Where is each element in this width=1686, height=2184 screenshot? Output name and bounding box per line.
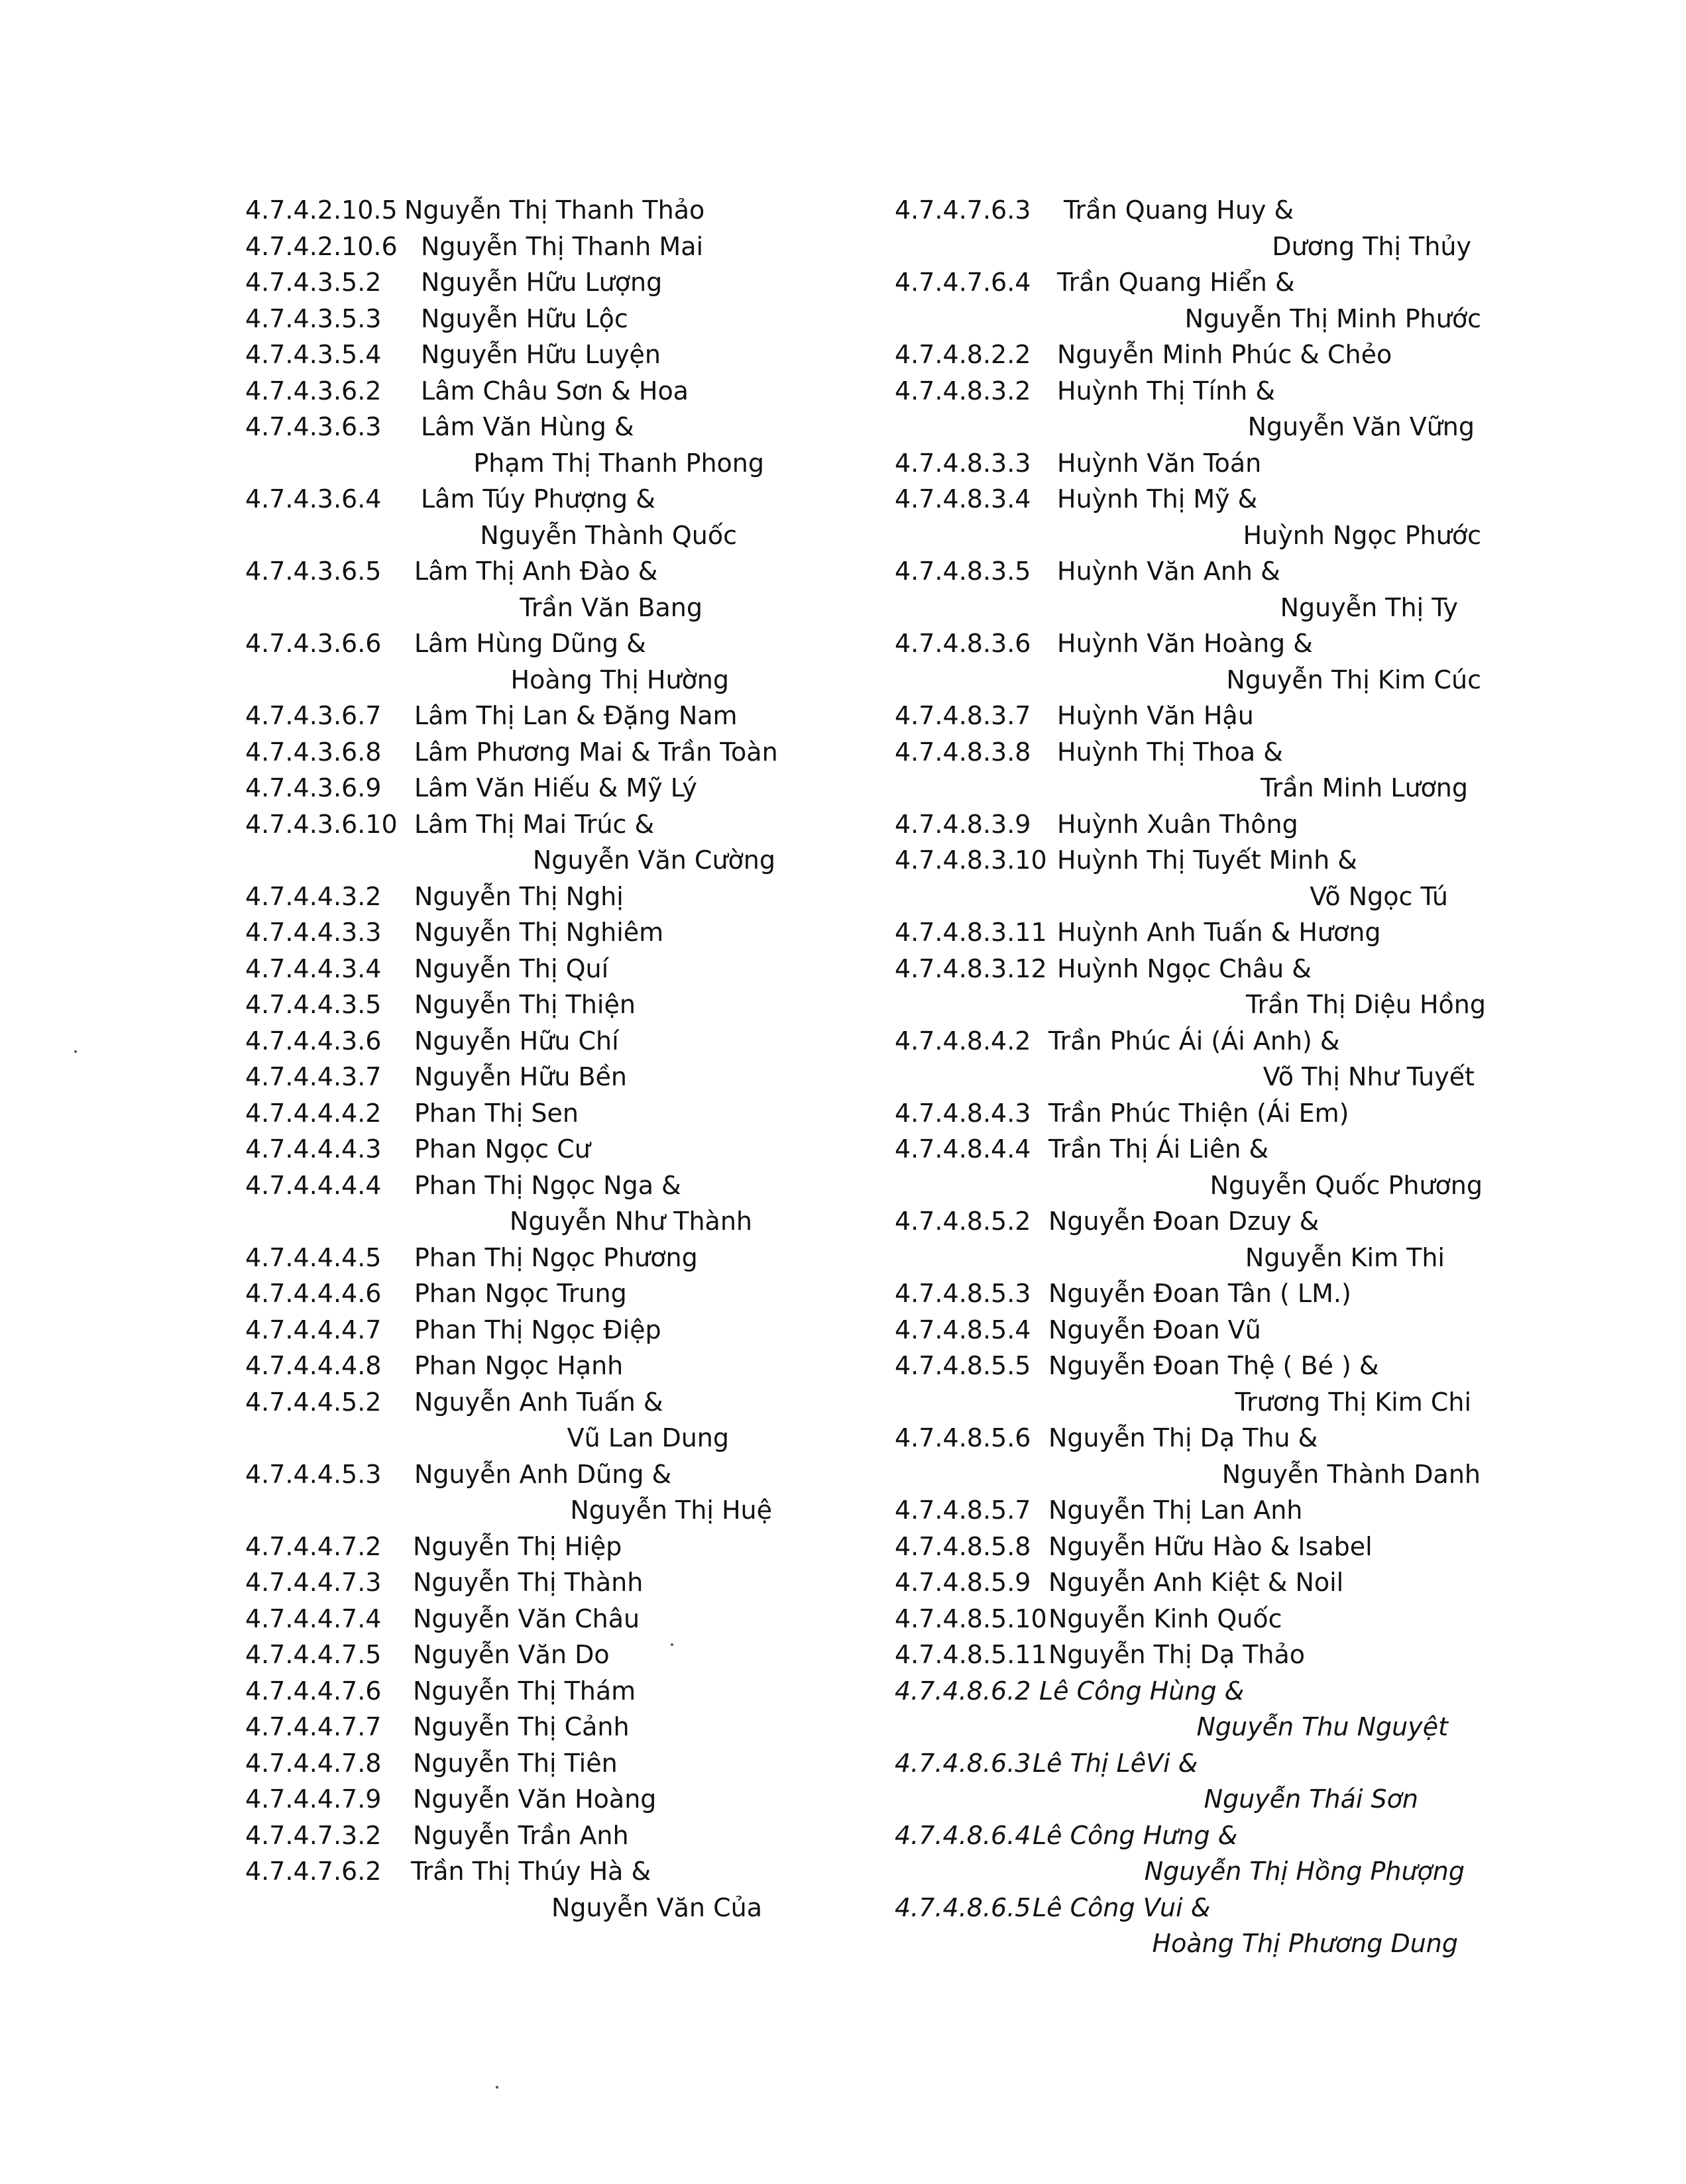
- entry-continuation-line: [895, 409, 1491, 445]
- entry-continuation-line: [895, 1781, 1491, 1818]
- entry-line: 4.7.4.8.3.2 Huỳnh Thị Tính &: [895, 373, 1491, 410]
- entry-line: 4.7.4.3.6.9 Lâm Văn Hiếu & Mỹ Lý: [245, 770, 842, 806]
- entry-name: Lâm Văn Hùng &: [421, 412, 634, 441]
- spouse-name: Nguyễn Quốc Phương: [1209, 1170, 1483, 1200]
- entry-name: Lê Thị LêVi &: [1033, 1748, 1198, 1778]
- entry-line: 4.7.4.4.7.3 Nguyễn Thị Thành: [245, 1564, 842, 1601]
- spouse-name: Phạm Thị Thanh Phong: [473, 448, 764, 478]
- genealogy-entry: [895, 626, 1491, 698]
- entry-name: Lâm Châu Sơn & Hoa: [421, 376, 689, 406]
- entry-name: Phan Ngọc Hạnh: [414, 1351, 624, 1380]
- entry-line: 4.7.4.4.4.4 Phan Thị Ngọc Nga &: [245, 1168, 842, 1204]
- entry-name: Huỳnh Xuân Thông: [1057, 809, 1298, 839]
- entry-line: 4.7.4.8.5.11Nguyễn Thị Dạ Thảo: [895, 1637, 1491, 1673]
- genealogy-entry: [245, 1637, 842, 1673]
- entry-name: Nguyễn Trần Anh: [413, 1820, 629, 1850]
- entry-name: Nguyễn Đoan Vũ: [1048, 1315, 1261, 1344]
- entry-name: Nguyễn Thị Tiên: [413, 1748, 618, 1778]
- genealogy-entry: [245, 698, 842, 734]
- genealogy-entry: [245, 1312, 842, 1348]
- genealogy-entry: [245, 1673, 842, 1710]
- genealogy-entry: [895, 1312, 1491, 1348]
- entry-name: Huỳnh Văn Hoàng &: [1057, 629, 1313, 658]
- entry-line: 4.7.4.4.7.2 Nguyễn Thị Hiệp: [245, 1529, 842, 1565]
- genealogy-entry: [895, 1131, 1491, 1203]
- entry-line: 4.7.4.4.4.5 Phan Thị Ngọc Phương: [245, 1240, 842, 1276]
- genealogy-entry: [245, 1564, 842, 1601]
- entry-name: Huỳnh Ngọc Châu &: [1057, 954, 1312, 983]
- entry-name: Nguyễn Thị Cảnh: [413, 1712, 630, 1741]
- entry-name: Lâm Thị Anh Đào &: [414, 557, 658, 586]
- genealogy-entry: [245, 409, 842, 481]
- entry-line: 4.7.4.8.5.2 Nguyễn Đoan Dzuy &: [895, 1203, 1491, 1240]
- entry-name: Nguyễn Thị Lan Anh: [1048, 1496, 1303, 1525]
- entry-name: Nguyễn Thị Nghiêm: [414, 918, 664, 947]
- entry-line: 4.7.4.8.3.11 Huỳnh Anh Tuấn & Hương: [895, 914, 1491, 951]
- entry-line: 4.7.4.8.5.3 Nguyễn Đoan Tân ( LM.): [895, 1276, 1491, 1312]
- entry-line: 4.7.4.8.3.3 Huỳnh Văn Toán: [895, 445, 1491, 482]
- entry-name: Nguyễn Thị Dạ Thu &: [1048, 1423, 1318, 1452]
- genealogy-entry: [245, 1601, 842, 1637]
- entry-name: Nguyễn Hữu Lộc: [421, 303, 628, 333]
- genealogy-entry: [895, 698, 1491, 734]
- entry-line: 4.7.4.8.2.2 Nguyễn Minh Phúc & Chẻo: [895, 337, 1491, 373]
- entry-line: 4.7.4.8.6.4Lê Công Hưng &: [895, 1818, 1491, 1854]
- entry-name: Trần Phúc Thiện (Ái Em): [1048, 1098, 1349, 1128]
- entry-name: Lâm Hùng Dũng &: [414, 629, 646, 658]
- entry-name: Huỳnh Thị Tính &: [1057, 376, 1275, 406]
- genealogy-entry: [245, 914, 842, 951]
- genealogy-entry: [245, 192, 842, 229]
- entry-name: Lâm Phương Mai & Trần Toàn: [414, 737, 778, 767]
- entry-continuation-line: [895, 1168, 1491, 1204]
- entry-line: 4.7.4.4.4.6 Phan Ngọc Trung: [245, 1276, 842, 1312]
- genealogy-entry: [895, 445, 1491, 482]
- genealogy-entry: [245, 1818, 842, 1854]
- entry-line: 4.7.4.4.3.3 Nguyễn Thị Nghiêm: [245, 914, 842, 951]
- genealogy-entry: [895, 1673, 1491, 1745]
- entry-line: 4.7.4.8.4.4 Trần Thị Ái Liên &: [895, 1131, 1491, 1168]
- entry-name: Trần Phúc Ái (Ái Anh) &: [1048, 1026, 1340, 1056]
- spouse-name: Hoàng Thị Phương Dung: [1152, 1929, 1458, 1958]
- entry-continuation-line: [245, 1203, 842, 1240]
- entry-line: 4.7.4.8.3.4 Huỳnh Thị Mỹ &: [895, 481, 1491, 518]
- genealogy-entry: [895, 1564, 1491, 1601]
- genealogy-entry: [895, 1276, 1491, 1312]
- genealogy-entry: [245, 1529, 842, 1565]
- entry-name: Lê Công Hưng &: [1033, 1820, 1238, 1850]
- genealogy-entry: [245, 337, 842, 373]
- right-column: [895, 192, 1491, 1962]
- entry-line: 4.7.4.8.3.10 Huỳnh Thị Tuyết Minh &: [895, 842, 1491, 879]
- entry-continuation-line: [245, 1890, 842, 1926]
- entry-name: Lâm Văn Hiếu & Mỹ Lý: [414, 773, 697, 802]
- spouse-name: Nguyễn Thị Ty: [1280, 592, 1458, 622]
- entry-name: Phan Thị Ngọc Điệp: [414, 1315, 661, 1344]
- entry-line: 4.7.4.4.7.8 Nguyễn Thị Tiên: [245, 1745, 842, 1782]
- entry-line: 4.7.4.3.6.4 Lâm Túy Phượng &: [245, 481, 842, 518]
- entry-name: Trần Quang Hiển &: [1057, 268, 1295, 297]
- entry-line: 4.7.4.3.6.3 Lâm Văn Hùng &: [245, 409, 842, 445]
- entry-name: Nguyễn Anh Dũng &: [414, 1459, 672, 1489]
- entry-name: Huỳnh Văn Toán: [1057, 448, 1262, 478]
- entry-line: 4.7.4.4.3.6 Nguyễn Hữu Chí: [245, 1023, 842, 1060]
- spouse-name: Nguyễn Thành Danh: [1221, 1459, 1481, 1489]
- entry-line: 4.7.4.8.5.10Nguyễn Kinh Quốc: [895, 1601, 1491, 1637]
- spouse-name: Nguyễn Như Thành: [509, 1207, 752, 1236]
- entry-name: Lâm Thị Mai Trúc &: [414, 809, 655, 839]
- entry-line: 4.7.4.4.3.2 Nguyễn Thị Nghị: [245, 879, 842, 915]
- entry-name: Nguyễn Đoan Dzuy &: [1048, 1207, 1320, 1236]
- entry-line: 4.7.4.4.4.2 Phan Thị Sen: [245, 1095, 842, 1132]
- entry-name: Nguyễn Thị Thám: [413, 1676, 636, 1706]
- spouse-name: Nguyễn Văn Vững: [1247, 412, 1475, 441]
- entry-continuation-line: [895, 770, 1491, 806]
- entry-line: 4.7.4.4.7.9 Nguyễn Văn Hoàng: [245, 1781, 842, 1818]
- entry-name: Nguyễn Văn Châu: [413, 1604, 640, 1633]
- entry-line: 4.7.4.4.7.7 Nguyễn Thị Cảnh: [245, 1709, 842, 1745]
- scan-speck: [671, 1643, 673, 1646]
- entry-name: Nguyễn Thị Dạ Thảo: [1048, 1640, 1306, 1669]
- entry-name: Nguyễn Hữu Luyện: [421, 340, 661, 369]
- entry-line: 4.7.4.8.6.3Lê Thị LêVi &: [895, 1745, 1491, 1782]
- entry-line: 4.7.4.8.3.9 Huỳnh Xuân Thông: [895, 806, 1491, 843]
- entry-name: Huỳnh Thị Thoa &: [1057, 737, 1283, 767]
- entry-line: 4.7.4.2.10.5 Nguyễn Thị Thanh Thảo: [245, 192, 842, 229]
- entry-continuation-line: [895, 1059, 1491, 1095]
- genealogy-entry: [895, 1601, 1491, 1637]
- entry-continuation-line: [245, 518, 842, 554]
- spouse-name: Vũ Lan Dung: [567, 1423, 729, 1452]
- entry-name: Nguyễn Văn Do: [413, 1640, 610, 1669]
- entry-name: Nguyễn Thị Thiện: [414, 990, 636, 1019]
- genealogy-entry: [895, 373, 1491, 445]
- genealogy-entry: [895, 1818, 1491, 1890]
- genealogy-entry: [895, 1745, 1491, 1818]
- entry-line: 4.7.4.4.7.6 Nguyễn Thị Thám: [245, 1673, 842, 1710]
- entry-line: 4.7.4.4.7.5 Nguyễn Văn Do: [245, 1637, 842, 1673]
- entry-line: 4.7.4.7.3.2 Nguyễn Trần Anh: [245, 1818, 842, 1854]
- entry-name: Nguyễn Hữu Chí: [414, 1026, 619, 1056]
- entry-line: 4.7.4.7.6.3 Trần Quang Huy &: [895, 192, 1491, 229]
- entry-line: 4.7.4.8.5.4 Nguyễn Đoan Vũ: [895, 1312, 1491, 1348]
- entry-name: Huỳnh Văn Hậu: [1057, 701, 1254, 730]
- entry-continuation-line: [895, 662, 1491, 698]
- spouse-name: Võ Ngọc Tú: [1310, 881, 1448, 911]
- entry-line: 4.7.4.7.6.2 Trần Thị Thúy Hà &: [245, 1853, 842, 1890]
- entry-line: 4.7.4.8.6.5Lê Công Vui &: [895, 1890, 1491, 1926]
- entry-name: Huỳnh Anh Tuấn & Hương: [1057, 918, 1381, 947]
- spouse-name: Trần Thị Diệu Hồng: [1245, 990, 1486, 1019]
- entry-continuation-line: [895, 1853, 1491, 1890]
- genealogy-entry: [895, 553, 1491, 626]
- entry-name: Phan Thị Ngọc Phương: [414, 1242, 698, 1272]
- spouse-name: Hoàng Thị Hường: [510, 665, 729, 694]
- entry-line: 4.7.4.8.4.2 Trần Phúc Ái (Ái Anh) &: [895, 1023, 1491, 1060]
- entry-name: Lâm Túy Phượng &: [421, 484, 655, 514]
- genealogy-entry: [245, 229, 842, 265]
- left-column: [245, 192, 842, 1926]
- spouse-name: Huỳnh Ngọc Phước: [1243, 520, 1481, 550]
- entry-name: Phan Ngọc Trung: [414, 1279, 627, 1308]
- genealogy-entry: [245, 1853, 842, 1926]
- entry-name: Nguyễn Thị Nghị: [414, 881, 624, 911]
- genealogy-entry: [245, 481, 842, 553]
- entry-name: Nguyễn Thị Thành: [413, 1568, 644, 1597]
- genealogy-entry: [245, 1276, 842, 1312]
- spouse-name: Nguyễn Văn Của: [551, 1892, 762, 1922]
- entry-continuation-line: [895, 1926, 1491, 1962]
- entry-name: Lâm Thị Lan & Đặng Nam: [414, 701, 738, 730]
- genealogy-entry: [245, 1781, 842, 1818]
- entry-name: Nguyễn Thị Quí: [414, 954, 609, 983]
- genealogy-entry: [245, 1023, 842, 1060]
- entry-line: 4.7.4.8.6.2 Lê Công Hùng &: [895, 1673, 1491, 1710]
- spouse-name: Nguyễn Thái Sơn: [1204, 1784, 1418, 1814]
- genealogy-entry: [895, 1890, 1491, 1962]
- entry-line: 4.7.4.3.6.10 Lâm Thị Mai Trúc &: [245, 806, 842, 843]
- entry-name: Nguyễn Hữu Bền: [414, 1062, 628, 1091]
- genealogy-entry: [895, 192, 1491, 264]
- entry-continuation-line: [895, 518, 1491, 554]
- entry-name: Nguyễn Anh Tuấn &: [414, 1387, 663, 1417]
- entry-line: 4.7.4.8.3.5 Huỳnh Văn Anh &: [895, 553, 1491, 590]
- entry-name: Lê Công Vui &: [1033, 1892, 1211, 1922]
- entry-name: Huỳnh Văn Anh &: [1057, 557, 1280, 586]
- genealogy-entry: [245, 987, 842, 1023]
- entry-line: 4.7.4.8.3.12 Huỳnh Ngọc Châu &: [895, 951, 1491, 987]
- entry-name: Nguyễn Văn Hoàng: [413, 1784, 657, 1814]
- entry-line: 4.7.4.4.4.8 Phan Ngọc Hạnh: [245, 1348, 842, 1384]
- entry-name: Nguyễn Hữu Lượng: [421, 268, 663, 297]
- entry-continuation-line: [895, 1456, 1491, 1493]
- entry-name: Nguyễn Đoan Tân ( LM.): [1048, 1279, 1351, 1308]
- entry-name: Phan Thị Sen: [414, 1098, 579, 1128]
- genealogy-entry: [895, 1420, 1491, 1492]
- entry-continuation-line: [245, 590, 842, 626]
- spouse-name: Nguyễn Thành Quốc: [480, 520, 737, 550]
- entry-continuation-line: [245, 1420, 842, 1456]
- entry-continuation-line: [895, 590, 1491, 626]
- entry-line: 4.7.4.4.3.5 Nguyễn Thị Thiện: [245, 987, 842, 1023]
- entry-line: 4.7.4.8.3.6 Huỳnh Văn Hoàng &: [895, 626, 1491, 662]
- genealogy-entry: [895, 1529, 1491, 1565]
- genealogy-entry: [245, 1059, 842, 1095]
- entry-line: 4.7.4.3.5.3 Nguyễn Hữu Lộc: [245, 301, 842, 337]
- genealogy-entry: [895, 1492, 1491, 1529]
- genealogy-entry: [895, 1095, 1491, 1132]
- entry-name: Trần Thị Ái Liên &: [1048, 1134, 1269, 1164]
- genealogy-entry: [895, 1348, 1491, 1420]
- entry-name: Nguyễn Hữu Hào & Isabel: [1048, 1531, 1373, 1561]
- genealogy-entry: [895, 1203, 1491, 1276]
- entry-line: 4.7.4.4.3.7 Nguyễn Hữu Bền: [245, 1059, 842, 1095]
- spouse-name: Nguyễn Thị Kim Cúc: [1226, 665, 1481, 694]
- entry-line: 4.7.4.8.5.9 Nguyễn Anh Kiệt & Noil: [895, 1564, 1491, 1601]
- genealogy-entry: [245, 1709, 842, 1745]
- genealogy-entry: [245, 373, 842, 410]
- genealogy-entry: [895, 264, 1491, 337]
- entry-line: 4.7.4.8.5.6 Nguyễn Thị Dạ Thu &: [895, 1420, 1491, 1456]
- genealogy-entry: [245, 1456, 842, 1529]
- entry-name: Phan Ngọc Cư: [414, 1134, 590, 1164]
- genealogy-entry: [245, 806, 842, 879]
- genealogy-entry: [245, 1745, 842, 1782]
- entry-line: 4.7.4.3.6.6 Lâm Hùng Dũng &: [245, 626, 842, 662]
- entry-continuation-line: [245, 662, 842, 698]
- genealogy-entry: [245, 1348, 842, 1384]
- spouse-name: Nguyễn Văn Cường: [532, 846, 775, 875]
- entry-continuation-line: [895, 229, 1491, 265]
- entry-name: Trần Thị Thúy Hà &: [411, 1857, 651, 1886]
- entry-name: Huỳnh Thị Tuyết Minh &: [1057, 846, 1357, 875]
- entry-continuation-line: [895, 1240, 1491, 1276]
- spouse-name: Nguyễn Kim Thi: [1245, 1242, 1445, 1272]
- genealogy-entry: [245, 1384, 842, 1456]
- genealogy-entry: [245, 879, 842, 915]
- entry-name: Nguyễn Đoan Thệ ( Bé ) &: [1048, 1351, 1379, 1380]
- genealogy-entry: [245, 301, 842, 337]
- entry-name: Nguyễn Thị Thanh Thảo: [404, 195, 705, 225]
- entry-name: Trần Quang Huy &: [1064, 195, 1294, 225]
- entry-line: 4.7.4.3.6.2 Lâm Châu Sơn & Hoa: [245, 373, 842, 410]
- genealogy-entry: [245, 1168, 842, 1240]
- entry-continuation-line: [895, 1709, 1491, 1745]
- entry-line: 4.7.4.8.4.3 Trần Phúc Thiện (Ái Em): [895, 1095, 1491, 1132]
- entry-line: 4.7.4.2.10.6 Nguyễn Thị Thanh Mai: [245, 229, 842, 265]
- genealogy-entry: [245, 626, 842, 698]
- genealogy-entry: [245, 951, 842, 987]
- entry-line: 4.7.4.8.3.8 Huỳnh Thị Thoa &: [895, 734, 1491, 771]
- entry-line: 4.7.4.4.4.7 Phan Thị Ngọc Điệp: [245, 1312, 842, 1348]
- entry-line: 4.7.4.8.5.7 Nguyễn Thị Lan Anh: [895, 1492, 1491, 1529]
- genealogy-entry: [895, 914, 1491, 951]
- entry-continuation-line: [245, 842, 842, 879]
- entry-line: 4.7.4.8.5.5 Nguyễn Đoan Thệ ( Bé ) &: [895, 1348, 1491, 1384]
- entry-line: 4.7.4.3.5.2 Nguyễn Hữu Lượng: [245, 264, 842, 301]
- genealogy-entry: [245, 1240, 842, 1276]
- entry-line: 4.7.4.8.5.8 Nguyễn Hữu Hào & Isabel: [895, 1529, 1491, 1565]
- entry-continuation-line: [895, 301, 1491, 337]
- entry-line: 4.7.4.3.6.7 Lâm Thị Lan & Đặng Nam: [245, 698, 842, 734]
- genealogy-entry: [245, 770, 842, 806]
- genealogy-entry: [245, 1095, 842, 1132]
- spouse-name: Trần Văn Bang: [520, 592, 702, 622]
- entry-line: 4.7.4.3.5.4 Nguyễn Hữu Luyện: [245, 337, 842, 373]
- genealogy-entry: [895, 1637, 1491, 1673]
- scan-speck: [496, 2086, 498, 2089]
- spouse-name: Trương Thị Kim Chi: [1235, 1387, 1471, 1417]
- entry-line: 4.7.4.4.5.3 Nguyễn Anh Dũng &: [245, 1456, 842, 1493]
- entry-name: Huỳnh Thị Mỹ &: [1057, 484, 1258, 514]
- entry-continuation-line: [245, 1492, 842, 1529]
- entry-line: 4.7.4.3.6.8 Lâm Phương Mai & Trần Toàn: [245, 734, 842, 771]
- genealogy-entry: [245, 1131, 842, 1168]
- genealogy-entry: [245, 264, 842, 301]
- spouse-name: Dương Thị Thủy: [1272, 231, 1471, 261]
- entry-line: 4.7.4.4.3.4 Nguyễn Thị Quí: [245, 951, 842, 987]
- spouse-name: Nguyễn Thu Nguyệt: [1196, 1712, 1448, 1741]
- genealogy-entry: [895, 842, 1491, 914]
- genealogy-entry: [895, 1023, 1491, 1095]
- entry-line: 4.7.4.4.7.4 Nguyễn Văn Châu: [245, 1601, 842, 1637]
- entry-name: Nguyễn Anh Kiệt & Noil: [1048, 1568, 1344, 1597]
- genealogy-entry: [895, 951, 1491, 1023]
- entry-name: Phan Thị Ngọc Nga &: [414, 1170, 681, 1200]
- entry-name: Nguyễn Minh Phúc & Chẻo: [1057, 340, 1392, 369]
- genealogy-entry: [895, 734, 1491, 806]
- spouse-name: Trần Minh Lương: [1261, 773, 1468, 802]
- entry-continuation-line: [245, 445, 842, 482]
- entry-name: Nguyễn Thị Thanh Mai: [421, 231, 704, 261]
- spouse-name: Nguyễn Thị Hồng Phượng: [1144, 1857, 1465, 1886]
- entry-line: 4.7.4.4.4.3 Phan Ngọc Cư: [245, 1131, 842, 1168]
- genealogy-entry: [895, 806, 1491, 843]
- genealogy-entry: [245, 734, 842, 771]
- spouse-name: Nguyễn Thị Minh Phước: [1184, 303, 1481, 333]
- entry-line: 4.7.4.8.3.7 Huỳnh Văn Hậu: [895, 698, 1491, 734]
- genealogy-entry: [895, 337, 1491, 373]
- scan-speck: [74, 1050, 77, 1053]
- entry-name: Nguyễn Thị Hiệp: [413, 1531, 622, 1561]
- entry-line: 4.7.4.3.6.5 Lâm Thị Anh Đào &: [245, 553, 842, 590]
- entry-continuation-line: [895, 987, 1491, 1023]
- entry-line: 4.7.4.4.5.2 Nguyễn Anh Tuấn &: [245, 1384, 842, 1421]
- entry-line: 4.7.4.7.6.4 Trần Quang Hiển &: [895, 264, 1491, 301]
- genealogy-entry: [895, 481, 1491, 553]
- entry-continuation-line: [895, 879, 1491, 915]
- spouse-name: Nguyễn Thị Huệ: [570, 1496, 772, 1525]
- entry-name: Lê Công Hùng &: [1039, 1676, 1245, 1706]
- entry-name: Nguyễn Kinh Quốc: [1048, 1604, 1282, 1633]
- genealogy-entry: [245, 553, 842, 626]
- entry-continuation-line: [895, 1384, 1491, 1421]
- spouse-name: Võ Thị Như Tuyết: [1263, 1062, 1475, 1091]
